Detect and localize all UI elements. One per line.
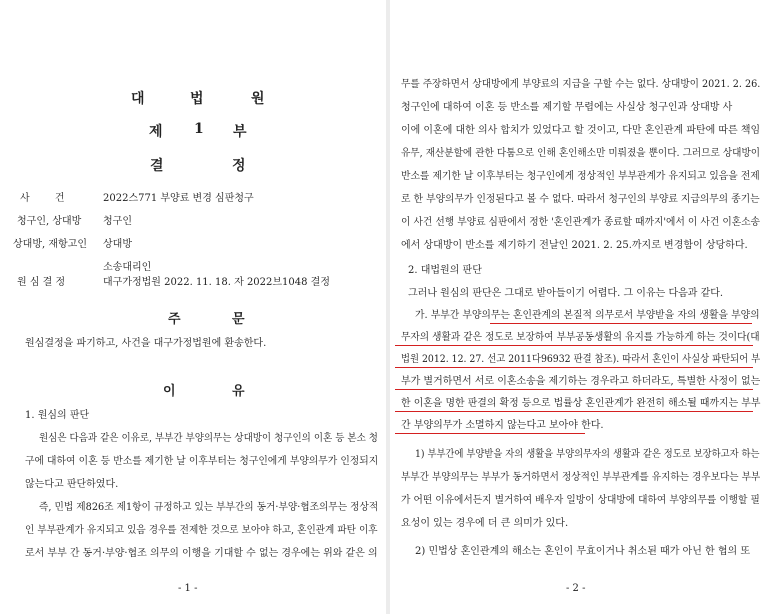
original-decision-value: 대구가정법원 2022. 11. 18. 자 2022브1048 결정 [103, 277, 331, 288]
highlighted-line: 한 이혼을 명한 판결의 확정 등으로 법률상 혼인관계가 완전히 해소될 때까지는 부부 [401, 398, 761, 409]
decision-title-char: 정 [232, 158, 246, 174]
highlighted-line: 무자의 생활과 같은 정도로 보장하여 부부공동생활의 유지를 가능하게 하는 것이다(대 [401, 332, 760, 343]
respondent-label: 상대방, 재항고인 [13, 239, 87, 250]
order-heading-char: 문 [232, 312, 245, 327]
paragraph-line: 2) 민법상 혼인관계의 해소는 혼인이 무효이거나 취소된 때가 아닌 한 협의 또 [415, 546, 751, 557]
page-number: - 2 - [566, 583, 586, 594]
section-1-title: 1. 원심의 판단 [25, 410, 90, 421]
order-heading-char: 주 [168, 312, 181, 327]
court-title-char: 대 [131, 91, 145, 107]
paragraph-line: 이 사건 선행 부양료 심판에서 정한 '혼인관계가 종료할 때까지'에서 이 사건 이혼소송 [401, 217, 760, 228]
paragraph-line: 무를 주장하면서 상대방에게 부양료의 지급을 구할 수는 없다. 상대방이 2021. 2. 26. [401, 79, 761, 90]
division-title-char: 1 [194, 121, 204, 137]
court-title-char: 법 [190, 91, 204, 107]
paragraph-line: 부부간 부양의무는 부부가 동거하면서 정상적인 부부관계를 유지하는 경우보다는 부부 [401, 472, 761, 483]
claimant-value: 청구인 [103, 216, 132, 227]
red-underline [395, 345, 753, 346]
division-title-char: 부 [233, 124, 247, 140]
page-2 [390, 0, 768, 614]
page-number: - 1 - [178, 583, 198, 594]
respondent-value: 상대방 [103, 239, 132, 250]
red-underline [395, 411, 753, 412]
original-decision-label: 원 심 결 정 [17, 277, 66, 288]
court-title-char: 원 [251, 91, 265, 107]
paragraph-line: 1) 부부간에 부양받을 자의 생활을 부양의무자의 생활과 같은 정도로 보장하고자 하는 [415, 449, 760, 460]
highlighted-line: 부가 별거하면서 서로 이혼소송을 제기하는 경우라고 하더라도, 특별한 사정이 없는 [401, 376, 761, 387]
paragraph-line: 반소를 제기한 날 이후부터는 청구인에게 정상적인 부부관계가 유지되고 있음을 전제 [401, 171, 760, 182]
claimant-label: 청구인, 상대방 [17, 216, 82, 227]
paragraph-line: 즉, 민법 제826조 제1항이 규정하고 있는 부부간의 동거·부양·협조의무는 정상적 [39, 502, 379, 513]
attorney-value: 소송대리인 [103, 262, 152, 273]
paragraph-line: 가 어떤 이유에서든지 별거하여 배우자 일방이 상대방에 대하여 부양의무를 이행할 필 [401, 495, 760, 506]
reason-heading-char: 유 [232, 384, 245, 399]
paragraph-line: 원심은 다음과 같은 이유로, 부부간 부양의무는 상대방이 청구인의 이혼 등 본소 청 [39, 433, 378, 444]
red-underline [395, 433, 585, 434]
paragraph-line: 에서 상대방이 반소를 제기하기 전날인 2021. 2. 25.까지로 변경함이 상당하다. [401, 240, 748, 251]
paragraph-line: 인 부부관계가 유지되고 있음 경우를 전제한 것으로 보아야 하고, 혼인관계 파탄 이후 [25, 525, 378, 536]
order-text: 원심결정을 파기하고, 사건을 대구가정법원에 환송한다. [25, 338, 267, 349]
division-title-char: 제 [149, 124, 163, 140]
paragraph-line: 청구인에 대하여 이혼 등 반소를 제기할 무렵에는 사실상 청구인과 상대방 사 [401, 102, 733, 113]
section-2-title: 2. 대법원의 판단 [408, 265, 482, 276]
red-underline [395, 389, 753, 390]
case-value: 2022스771 부양료 변경 심판청구 [103, 193, 254, 204]
red-underline [490, 323, 752, 324]
decision-title-char: 결 [150, 158, 164, 174]
reason-heading-char: 이 [163, 384, 176, 399]
highlighted-line: 가. 부부간 부양의무는 혼인관계의 본질적 의무로서 부양받을 자의 생활을 부양의 [415, 310, 760, 321]
section-2-intro: 그러나 원심의 판단은 그대로 받아들이기 어렵다. 그 이유는 다음과 같다. [408, 288, 724, 299]
paragraph-line: 유무, 재산분할에 관한 다툼으로 인해 혼인해소만 미뤄졌을 뿐이다. 그러므로 상대방이 [401, 148, 761, 159]
highlighted-line: 법원 2012. 12. 27. 선고 2011다96932 판결 참조). 따라서 혼인이 사실상 파탄되어 부 [401, 354, 761, 365]
paragraph-line: 않는다고 판단하였다. [25, 479, 119, 490]
case-label: 사 건 [20, 193, 65, 204]
paragraph-line: 구에 대하여 이혼 등 반소를 제기한 날 이후부터는 청구인에게 부양의무가 인정되지 [25, 456, 379, 467]
paragraph-line: 요성이 있는 경우에 더 큰 의미가 있다. [401, 518, 569, 529]
paragraph-line: 이에 이혼에 대한 의사 합치가 있었다고 할 것이고, 다만 혼인관계 파탄에 따른 책임 [401, 125, 761, 136]
paragraph-line: 로서 부부 간 동거·부양·협조 의무의 이행을 기대할 수 없는 경우에는 위와 같은 의 [25, 548, 378, 559]
red-underline [395, 367, 753, 368]
highlighted-line: 간 부양의무가 소멸하지 않는다고 보아야 한다. [401, 420, 604, 431]
paragraph-line: 로 한 부양의무가 인정된다고 볼 수 없다. 따라서 청구인의 부양료 지급의무의 종기는 [401, 194, 760, 205]
